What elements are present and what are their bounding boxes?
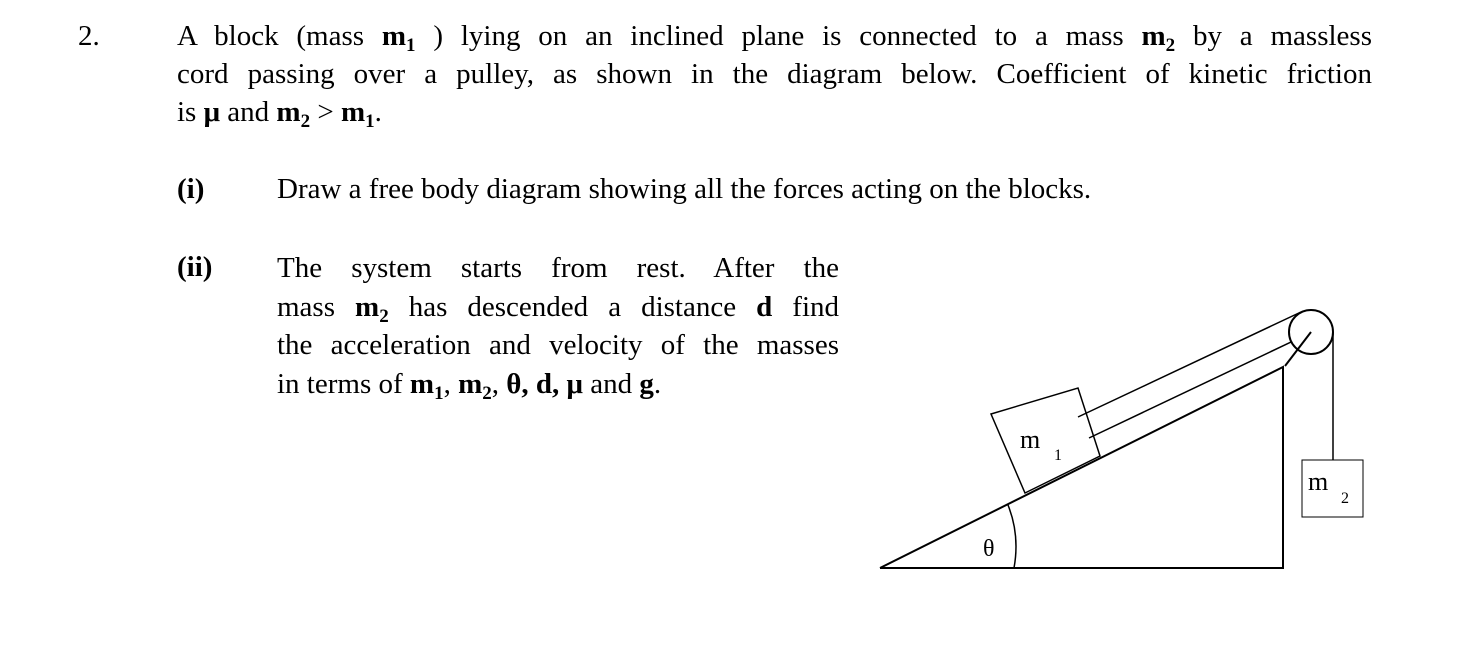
block-m2-label: m (1308, 467, 1329, 496)
block-m1-label: m (1020, 425, 1041, 454)
intro-line-3: is μ and $m_2 > m_1$. (177, 96, 382, 132)
block-m2-sub: 2 (1341, 490, 1349, 507)
part-i-label: (i) (177, 173, 205, 205)
part-i-text: Draw a free body diagram showing all the forces acting on the blocks. (277, 173, 1092, 205)
question-number: 2. (78, 20, 100, 52)
cord-incline-upper (1078, 312, 1301, 417)
part-ii-line-3: the acceleration and velocity of the masses (277, 329, 839, 361)
intro-line-2: cord passing over a pulley, as shown in the diagram below. Coefficient of kinetic friction (177, 58, 1372, 90)
part-ii-line-2: mass $m_2$ has descended a distance d find (277, 290, 840, 327)
angle-arc (1008, 505, 1016, 568)
intro-line-1: A block (mass $m_1$ ) lying on an inclined plane is connected to a mass $m_2$ by a massless (177, 20, 1372, 56)
part-ii-line-4: in terms of $m_1$, $m_2$, θ, d, μ and g. (277, 367, 662, 404)
block-m1 (991, 388, 1100, 493)
part-ii-line-1: The system starts from rest. After the (277, 252, 839, 284)
block-m1-sub: 1 (1054, 447, 1062, 464)
cord-incline-lower (1089, 333, 1310, 438)
part-ii-label: (ii) (177, 251, 213, 283)
angle-label: θ (983, 536, 995, 562)
